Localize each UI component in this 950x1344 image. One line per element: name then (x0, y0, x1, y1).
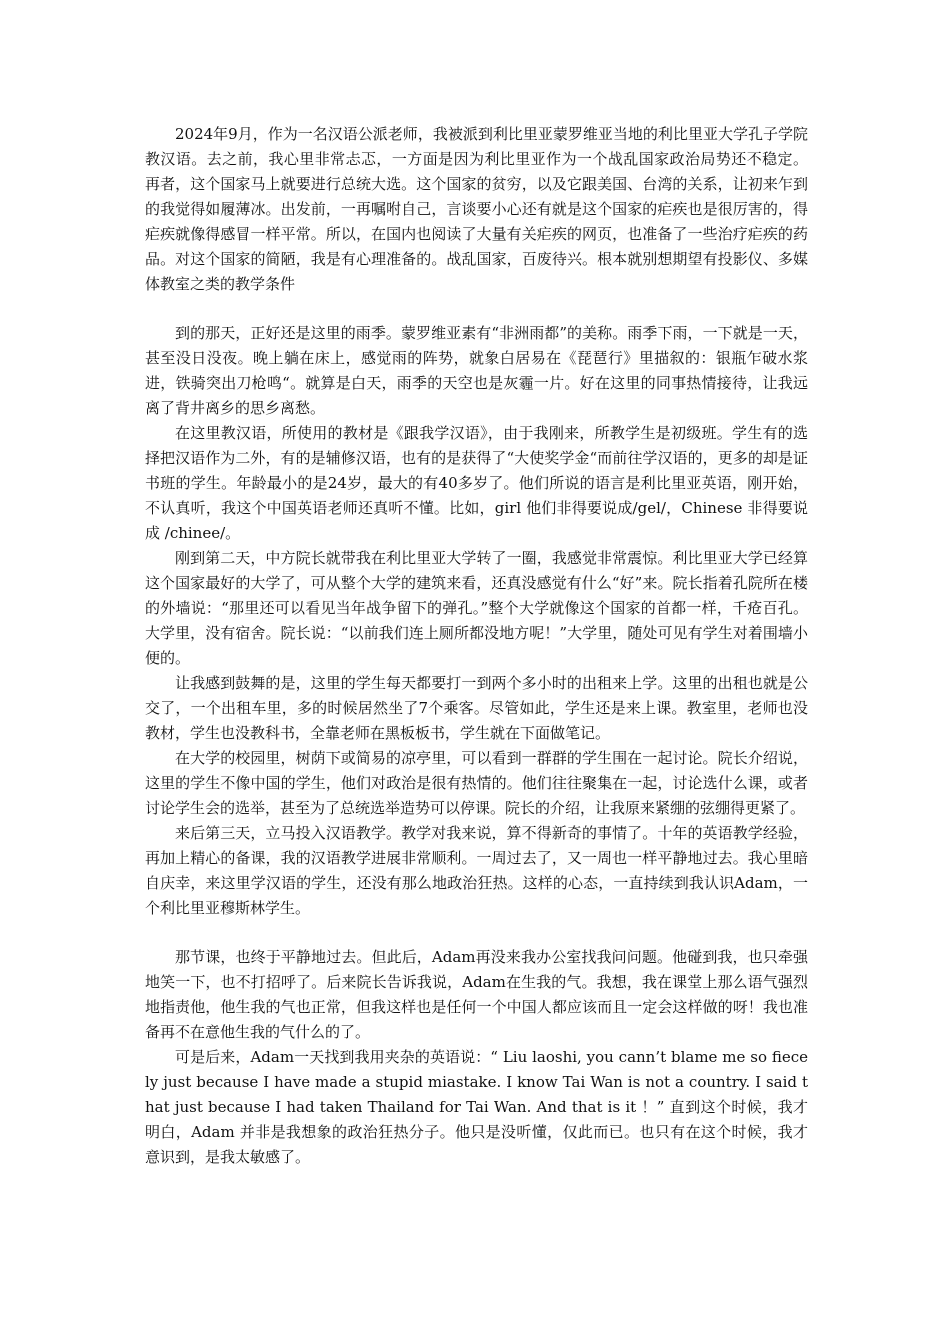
paragraph: 在这里教汉语，所使用的教材是《跟我学汉语》，由于我刚来，所教学生是初级班。学生有的选择把汉语作为二外，有的是辅修汉语，也有的是获得了“大使奖学金“而前往学汉语的，更多的却是证书班的学生。年龄最小的是24岁，最大的有40多岁了。他们所说的语言是利比里亚英语，刚开始，不认真听，我这个中国英语老师还真听不懂。比如，girl 他们非得要说成/gel/，Chinese 非得要说成 /chinee/。 (145, 424, 808, 542)
paragraph: 在大学的校园里，树荫下或简易的凉亭里，可以看到一群群的学生围在一起讨论。院长介绍说，这里的学生不像中国的学生，他们对政治是很有热情的。他们往往聚集在一起，讨论选什么课，或者讨论学生会的选举，甚至为了总统选举造势可以停课。院长的介绍，让我原来紧绷的弦绷得更紧了。 (145, 749, 808, 817)
paragraph: 2024年9月，作为一名汉语公派老师，我被派到利比里亚蒙罗维亚当地的利比里亚大学孔子学院教汉语。去之前，我心里非常忐忑，一方面是因为利比里亚作为一个战乱国家政治局势还不稳定。 再者，这个国家马上就要进行总统大选。这个国家的贫穷，以及它跟美国、台湾的关系，让初来乍到的我觉得如履薄冰。出发前，一再嘱咐自己，言谈要小心还有就是这个国家的疟疾也是很厉害的，得疟疾就像得感冒一样平常。所以，在国内也阅读了大量有关疟疾的网页，也准备了一些治疗疟疾的药品。对这个国家的简陋，我是有心理准备的。战乱国家，百废待兴。根本就别想期望有投影仪、多媒体教室之类的教学条件 (145, 125, 808, 293)
paragraph: 来后第三天，立马投入汉语教学。教学对我来说，算不得新奇的事情了。十年的英语教学经验，再加上精心的备课，我的汉语教学进展非常顺利。一周过去了，又一周也一样平静地过去。我心里暗自庆幸，来这里学汉语的学生，还没有那么地政治狂热。这样的心态，一直持续到我认识Adam，一个利比里亚穆斯林学生。 (145, 824, 808, 917)
paragraph: 让我感到鼓舞的是，这里的学生每天都要打一到两个多小时的出租来上学。这里的出租也就是公交了，一个出租车里，多的时候居然坐了7个乘客。尽管如此，学生还是来上课。教室里，老师也没教材，学生也没教科书，全靠老师在黑板板书，学生就在下面做笔记。 (145, 674, 808, 742)
paragraph-gap (145, 297, 808, 321)
document-body (145, 122, 808, 1170)
paragraph: 刚到第二天，中方院长就带我在利比里亚大学转了一圈，我感觉非常震惊。利比里亚大学已经算这个国家最好的大学了，可从整个大学的建筑来看，还真没感觉有什么“好”来。院长指着孔院所在楼的外墙说：“那里还可以看见当年战争留下的弹孔。”整个大学就像这个国家的首都一样，千疮百孔。大学里，没有宿舍。院长说：“以前我们连上厕所都没地方呢！”大学里，随处可见有学生对着围墙小便的。 (145, 549, 808, 667)
paragraph: 那节课，也终于平静地过去。但此后，Adam再没来我办公室找我问问题。他碰到我，也只牵强地笑一下，也不打招呼了。后来院长告诉我说，Adam在生我的气。我想，我在课堂上那么语气强烈地指责他，他生我的气也正常，但我这样也是任何一个中国人都应该而且一定会这样做的呀！我也准备再不在意他生我的气什么的了。 (145, 948, 808, 1041)
paragraph-gap (145, 921, 808, 945)
paragraph: 可是后来，Adam一天找到我用夹杂的英语说：“ Liu laoshi, you cann’t blame me so fiecely just because I have made a stupid miastake. I know Tai Wan is not a country. I said that just because I had taken Thailand for Tai Wan. And that is it ！” 直到这个时候，我才明白，Adam 并非是我想象的政治狂热分子。他只是没听懂，仅此而已。也只有在这个时候，我才意识到，是我太敏感了。 (145, 1048, 808, 1166)
paragraph: 到的那天，正好还是这里的雨季。蒙罗维亚素有“非洲雨都”的美称。雨季下雨，一下就是一天，甚至没日没夜。晚上躺在床上，感觉雨的阵势，就象白居易在《琵琶行》里描叙的：银瓶乍破水浆进，铁骑突出刀枪鸣“。就算是白天，雨季的天空也是灰霾一片。好在这里的同事热情接待，让我远离了背井离乡的思乡离愁。 (145, 324, 808, 417)
